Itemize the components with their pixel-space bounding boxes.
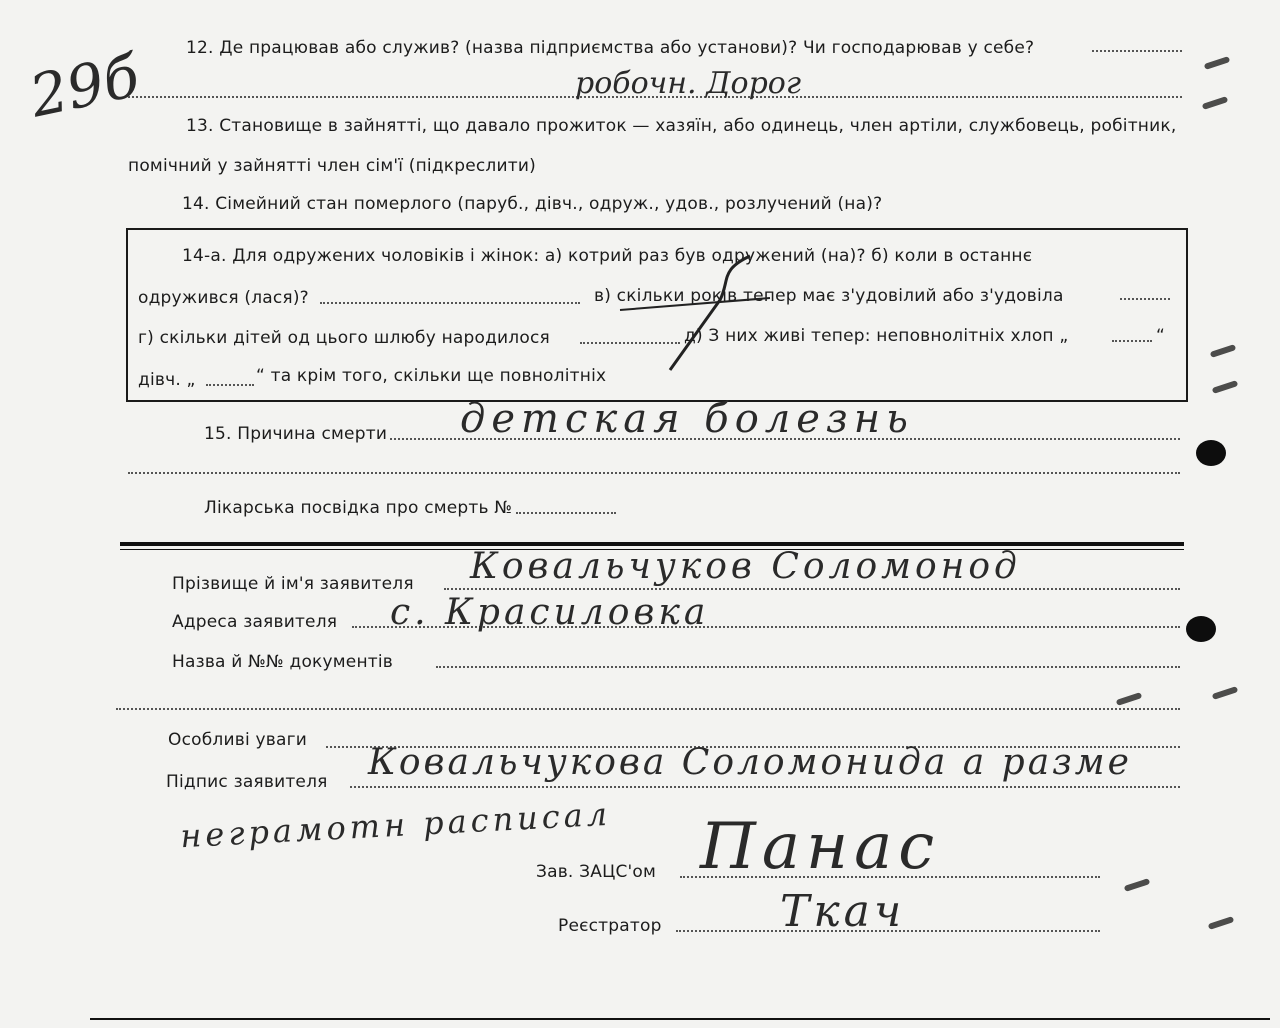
scan-mark-1 [1204,56,1231,70]
q14a-line3b: д) З них живі тепер: неповнолітніх хлоп „ [684,326,1069,346]
signature-value-2: неграмотн расписал [179,794,612,856]
head-signature: Панас [700,810,941,884]
q14a-married-when-line [320,302,580,304]
signature-value: Ковальчукова Соломонида а разме [368,742,1132,783]
binding-hole-1 [1196,440,1226,466]
q14a-line3c: “ [1156,326,1166,346]
q14a-line2a: одружився (лася)? [138,288,309,308]
q13-line2: помічний у зайнятті член сім'ї (підкреслити) [128,156,536,176]
applicant-docs-label: Назва й №№ документів [172,652,394,672]
registrar-signature: Ткач [780,886,906,937]
scan-mark-6 [1212,686,1239,700]
signature-label: Підпис заявителя [166,772,328,792]
q15-label: 15. Причина смерти [204,424,388,444]
q14a-boys-line [1112,340,1152,342]
certificate-number-line [516,512,616,514]
applicant-docs-line [436,666,1180,668]
applicant-name-line [444,588,1180,590]
q14a-girls-line [206,384,254,386]
q14a-line3a: г) скільки дітей од цього шлюбу народилося [138,328,550,348]
certificate-label: Лікарська посвідка про смерть № [204,498,513,518]
signature-line [350,786,1180,788]
q14a-line1: 14-а. Для одружених чоловіків і жінок: а) котрий раз був одружений (на)? б) коли в останнє [182,246,1033,266]
applicant-address-label: Адреса заявителя [172,612,338,632]
q14a-widow-years-line [1120,298,1170,300]
notes-label: Особливі уваги [168,730,307,750]
binding-hole-2 [1186,616,1216,642]
applicant-name-label: Прізвище й ім'я заявителя [172,574,414,594]
bottom-rule [90,1018,1270,1020]
q12-answer: робочн. Дорог [575,66,802,101]
q13-line1: 13. Становище в зайнятті, що давало прожиток — хазяїн, або одинець, член артіли, службовець, робітник, [186,116,1177,136]
applicant-name-value: Ковальчуков Соломонод [470,546,1021,587]
q15-second-line [128,472,1180,474]
q14-label: 14. Сімейний стан померлого (паруб., дівч., одруж., удов., розлучений (на)? [182,194,883,214]
registrar-label: Реєстратор [558,916,662,936]
applicant-address-value: с. Красиловка [390,592,710,633]
scan-mark-2 [1202,96,1229,110]
scan-mark-3 [1210,344,1237,358]
scan-mark-8 [1208,916,1235,930]
q14a-line4a: дівч. „ [138,370,196,390]
q12-dotted-line [1092,50,1182,52]
q14a-line4b: “ та крім того, скільки ще повнолітніх [256,366,607,386]
margin-note: 29б [24,41,146,131]
q14a-line2b: в) скільки років тепер має з'удовілий або з'удовіла [594,286,1064,306]
q14a-strike-mark [600,250,780,390]
scan-mark-5 [1116,692,1143,706]
head-label: Зав. ЗАЦС'ом [536,862,657,882]
q15-answer: детская болезнь [460,396,914,442]
applicant-docs-line2 [116,708,1180,710]
q12-label: 12. Де працював або служив? (назва підприємства або установи)? Чи господарював у себе? [186,38,1035,58]
scan-mark-7 [1124,878,1151,892]
scan-mark-4 [1212,380,1239,394]
